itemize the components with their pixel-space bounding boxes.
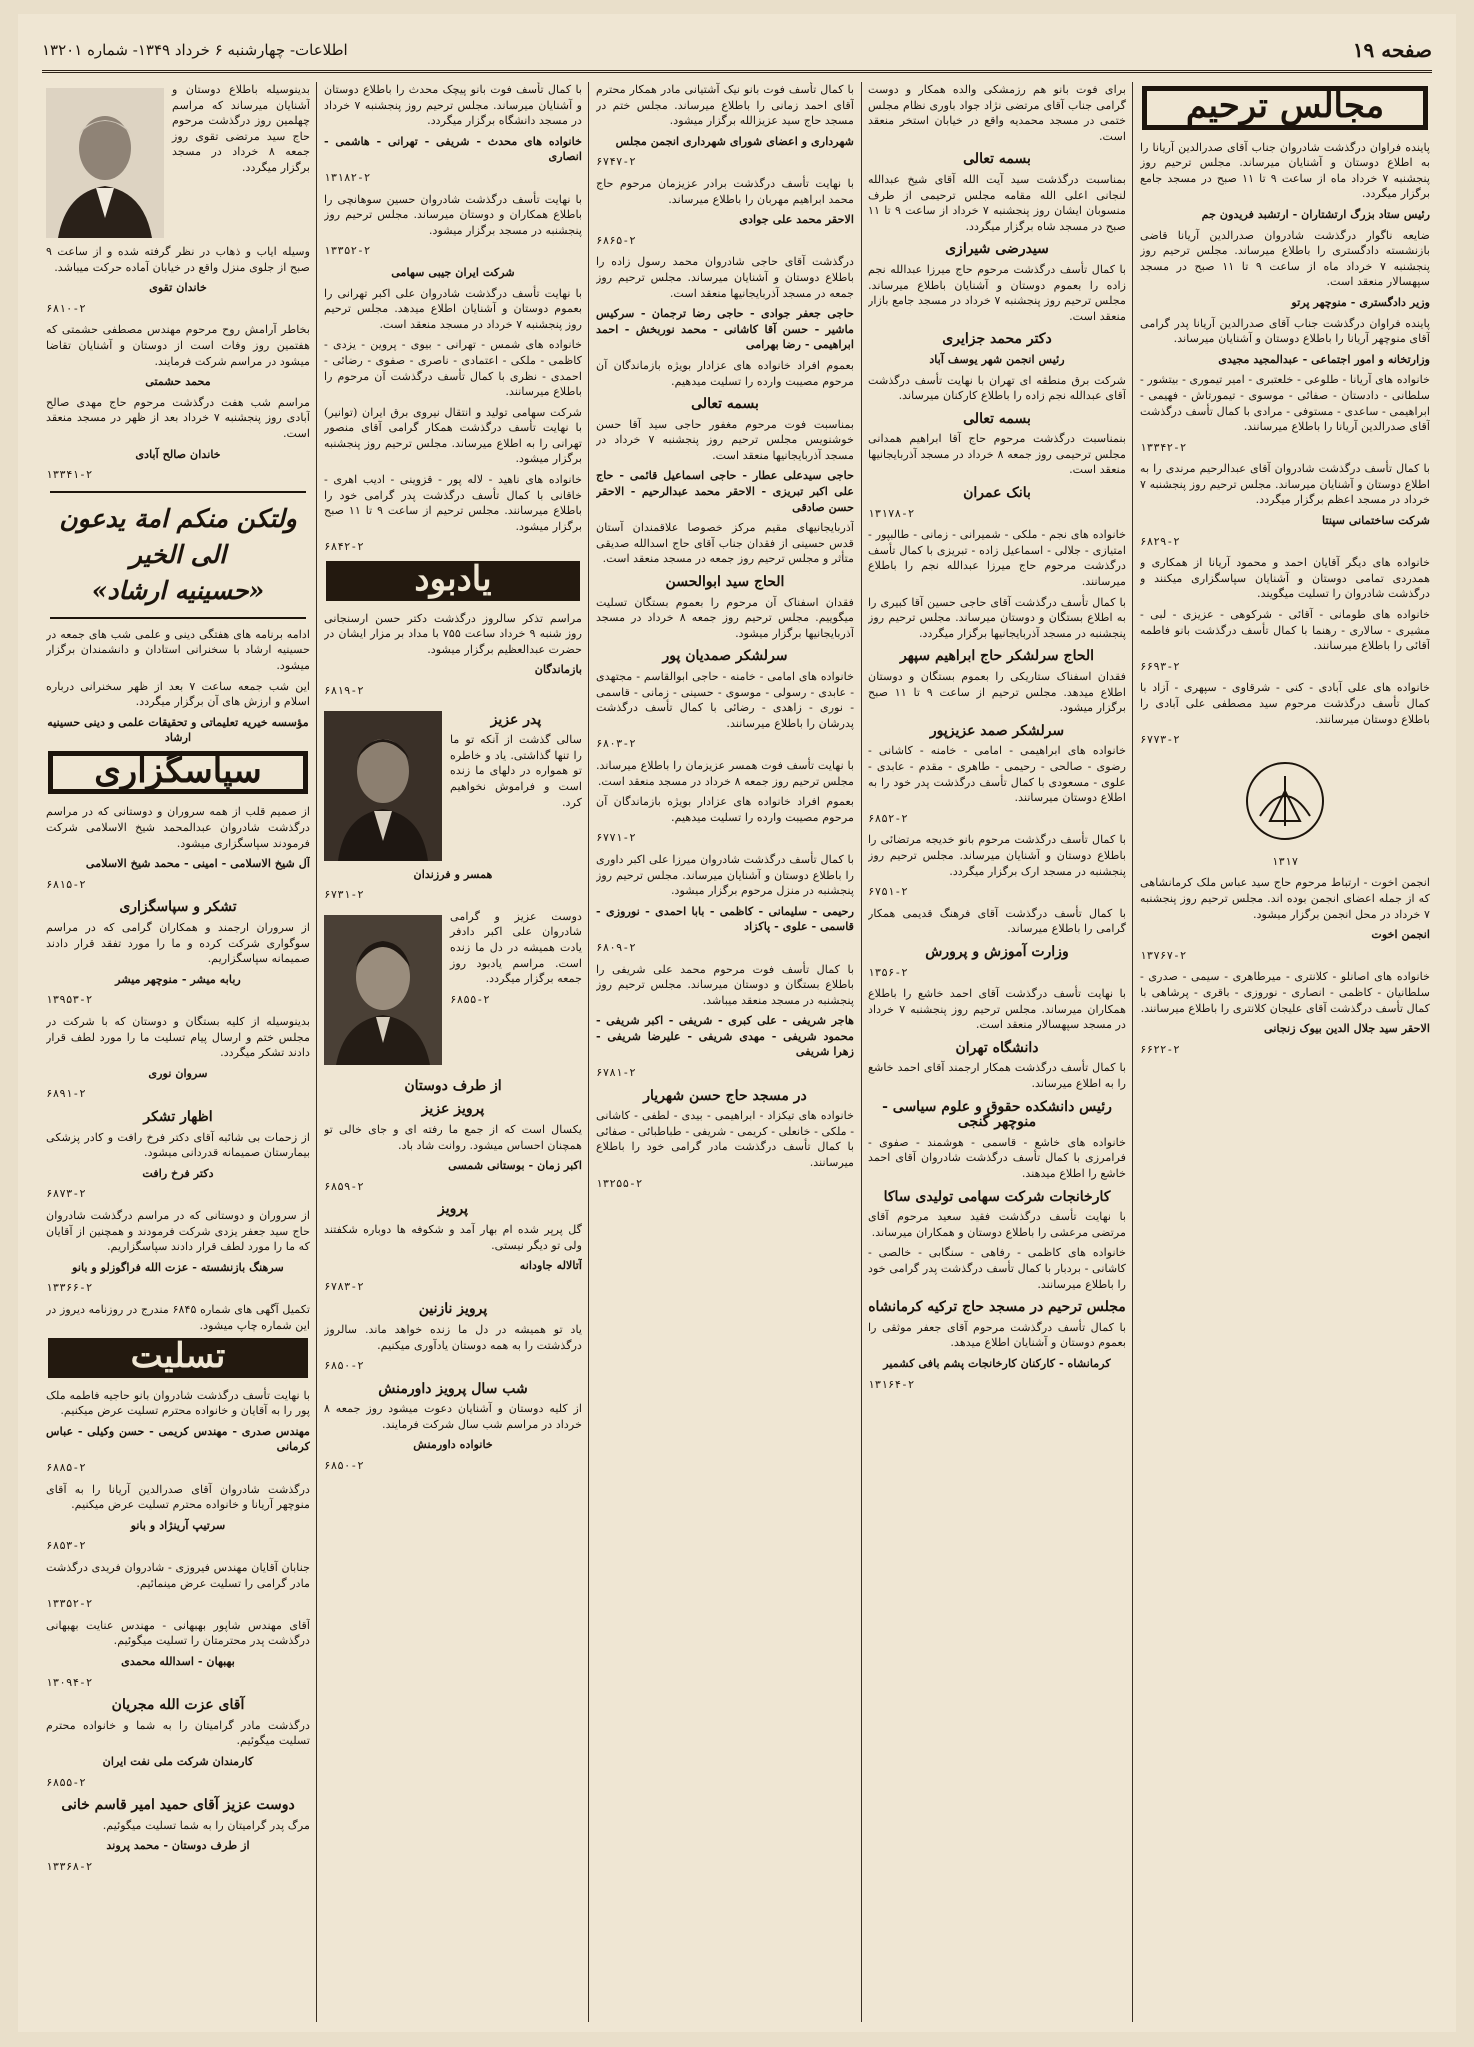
notice-text: درگذشت مادر گرامیتان را به شما و خانواده محترم تسلیت میگوئیم. [46,1718,310,1748]
notice-text: یاد تو همیشه در دل ما زنده خواهد ماند. سالروز درگذشتت را به همه دوستان یادآوری میکنیم. [324,1322,582,1352]
ad-code: ۱۳۱۸۲-۲ [324,170,371,184]
notice-text: با کمال تأسف درگذشت آقای حاجی حسین آقا کبیری را به اطلاع بستگان و دوستان میرساند. مجلس ترحیم روز پنجشنبه در مسجد آذربایجانیها برگزار میگردد. [868,595,1126,640]
notice-text: با کمال تأسف فوت مرحوم محمد علی شریفی را باطلاع بستگان و دوستان میرساند. مجلس ترحیم روز پنجشنبه در مسجد منعقد میباشد. [596,962,854,1007]
ad-code: ۱۳۱۷۸-۲ [868,506,915,520]
notice-signature: خاندان تقوی [149,280,207,295]
memorial-block-1 [324,705,582,867]
notice-text: حاجی سیدعلی عطار - حاجی اسماعیل قائمی - حاج علی اکبر تبریزی - الاحقر محمد عبدالرحیم - الاحقر حسن صادقی [596,468,854,514]
ad-code: ۶۸۵۹-۲ [324,1179,364,1193]
notice-text: تکمیل آگهی های شماره ۶۸۴۵ مندرج در روزنامه دیروز در این شماره چاپ میشود. [46,1302,310,1332]
notice-text: با کمال تأسف درگذشت مرحوم بانو خدیجه مرتضائی را باطلاع دوستان و آشنایان میرساند. مجلس ترحیم روز پنجشنبه در مسجد ارک برگزار میگردد. [868,833,1126,878]
notice-body [172,82,310,244]
notice-signature: آتالاله جاودانه [519,1258,582,1273]
notice-text: خانواده های علی آبادی - کنی - شرقاوی - سپهری - آزاد با کمال تأسف درگذشت مرحوم سید مصطفی علی آبادی را باطلاع دوستان میرسانند. [1140,681,1430,726]
ad-code: ۶۸۵۲-۲ [868,811,908,825]
notice-text: وسیله ایاب و ذهاب در نظر گرفته شده و از ساعت ۹ صبح از جلوی منزل واقع در خیابان آماده حرکت میباشد. [46,245,310,274]
notice-text: بدینوسیله باطلاع دوستان و آشنایان میرساند که مراسم چهلمین روز درگذشت مرحوم حاج سید مرتضی تقوی روز جمعه ۸ خرداد در مسجد برگزار میگردد. [172,83,310,174]
notice-text: جنابان آقایان مهندس فیروزی - شادروان فریدی درگذشت مادر گرامی را تسلیت عرض مینمائیم. [46,1561,310,1590]
ad-code: ۶۷۷۱-۲ [596,831,636,845]
notice-text: خانواده های دیگر آقایان احمد و محمود آریانا از همکاری و همدردی تمامی دوستان و آشنایان سپاسگزاری میکنند و درگذشت شادروان را تسلیت میگویند. [1140,556,1430,601]
notice-signature: مهندس صدری - مهندس کریمی - حسن وکیلی - عباس کرمانی [46,1423,310,1454]
ad-code: ۶۸۶۵-۲ [596,233,636,247]
portrait-icon [46,88,164,238]
notice-text: با کمال تأسف درگذشت مرحوم آقای جعفر موثقی را بعموم دوستان و آشنایان اطلاع میدهد. [868,1320,1126,1350]
notice-signature: شرکت ایران جیبی سهامی [391,264,515,279]
notice-text: با نهایت تأسف درگذشت آقای احمد خاشع را باطلاع همکاران میرساند. مجلس ترحیم روز پنجشنبه ۷ خرداد در مسجد سپهسالار منعقد است. [868,987,1126,1032]
notice-title: سرلشکر صمدیان پور [662,648,788,665]
notice-signature: بازماندگان [534,662,582,677]
column-3 [596,82,854,2022]
notice-title: الحاج سید ابوالحسن [665,574,785,591]
ad-code: ۶۸۵۵-۲ [450,992,490,1006]
notice-title: در مسجد حاج حسن شهریار [643,1087,807,1104]
ad-code: ۱۳۳۵۲-۲ [46,1597,93,1611]
notice-text: فقدان اسفناک ستاریکی را بعموم بستگان و دوستان اطلاع میدهد. مجلس ترحیم از ساعت ۹ تا ۱۱ صبح برگزار میشود. [868,670,1126,715]
notice-signature: از طرف دوستان - محمد پروند [106,1838,250,1853]
notice-text: سالی گذشت از آنکه تو ما را تنها گذاشتی. یاد و خاطره تو همواره در دلهای ما زنده است و فراموش نخواهیم کرد. [450,733,582,809]
notice-title: سرلشکر صمد عزیزپور [929,722,1065,739]
notice-text: بمناسبت فوت مرحوم مغفور حاجی سید آقا حسن خوشنویس مجلس ترحیم روز پنجشنبه ۷ خرداد در مسجد آذربایجانیها منعقد است. [596,417,854,462]
portrait-photo [324,711,442,861]
notice-text: این شب جمعه ساعت ۷ بعد از ظهر سخنرانی درباره اسلام و ارزش های آن برگزار میگردد. [46,679,310,709]
notice-text: درگذشت شادروان آقای صدرالدین آریانا را به آقای منوچهر آریانا و خانواده محترم تسلیت عرض میکنیم. [46,1482,310,1512]
notice-text: خانواده های اصانلو - کلانتری - میرطاهری - سیمی - صدری - سلطانیان - کاظمی - انصاری - نوروزی - باقری - پرشاهی با کمال تأسف درگذشت آقای علیجان کلانتری را باطلاع میرسانند. [1140,970,1430,1015]
emblem-date: ۱۳۱۷ [1271,854,1299,868]
ad-code: ۶۷۴۷-۲ [596,155,636,169]
notice-signature: سرهنگ بازنشسته - عزت الله فراگوزلو و بانو [72,1259,284,1274]
notice-signature: شهرداری و اعضای شورای شهرداری انجمن مجلس [615,133,854,148]
notice-text: بنمناسبت درگذشت مرحوم حاج آقا ابراهیم همدانی مجلس ترحیمی روز جمعه ۸ خرداد در مسجد آذربایجانیها منعقد است. [868,432,1126,477]
notice-text: با کمال تأسف فوت بانو نیک آشتیانی مادر همکار محترم آقای احمد زمانی را باطلاع میرساند. مجلس ختم در مسجد حاج سید عزیزالله برگزار میشود. [596,83,854,128]
ad-code: ۱۳۹۵۳-۲ [46,993,93,1007]
notice-text: خانواده های تیکزاد - ابراهیمی - بیدی - لطفی - کاشانی - ملکی - خانعلی - کریمی - شریفی - طباطبائی - صفائی با کمال تأسف درگذشت مادر گرامی خود را باطلاع میرسانند. [596,1109,854,1170]
ad-code: ۱۳۷۶۷-۲ [1140,948,1187,962]
notice-text: خانواده های طومانی - آقائی - شرکوهی - عزیزی - لبی - مشیری - سالاری - رهنما با کمال تأسف درگذشت بانو فاطمه آقائی را باطلاع میرسانند. [1140,608,1430,653]
notice-text: خانواده های ابراهیمی - امامی - خامنه - کاشانی - رضوی - صالحی - رحیمی - طاهری - مقدم - عابدی - علوی - مسعودی با کمال تأسف درگذشت پدر خود را به اطلاع دوستان میرسانند. [868,744,1126,805]
notice-text: با کمال تأسف درگذشت مرحوم حاج میرزا عبدالله نجم زاده را بعموم دوستان و آشنایان باطلاع میرساند. مجلس ترحیم روز پنجشنبه ۷ خرداد در مسجد جامع بازار منعقد است. [868,262,1126,323]
notice-text: با کمال تأسف درگذشت شادروان آقای عبدالرحیم مرندی را به اطلاع دوستان و آشنایان میرساند. مجلس ترحیم روز پنجشنبه ۷ خرداد در مسجد اعظم برگزار میگردد. [1140,462,1430,507]
notice-text: همسر و فرزندان [413,866,493,881]
notice-signature: سرتیپ آرینژاد و بانو [130,1517,226,1532]
notice-signature: کارمندان شرکت ملی نفت ایران [102,1753,254,1768]
notice-text: حاجی جعفر جوادی - حاجی رضا ترجمان - سرکیس ماشیر - حسن آقا کاشانی - محمد نوربخش - احمد ابراهیمی - رضا بهرامی [596,306,854,352]
notice-text: مرگ پدر گرامیتان را به شما تسلیت میگوئیم. [102,1818,310,1832]
column-rule [316,82,317,2022]
ad-code: ۶۶۹۳-۲ [1140,659,1180,673]
notice-text: درگذشت آقای حاجی شادروان محمد رسول زاده را باطلاع دوستان و آشنایان میرساند. مجلس ترحیم روز جمعه در مسجد آذربایجانیها منعقد است. [596,255,854,300]
notice-signature: الاحقر سید جلال الدین بیوک زنجانی [1264,1021,1430,1036]
notice-text: ادامه برنامه های هفتگی دینی و علمی شب های جمعه در حسینیه ارشاد با سخنرانی استادان و دانشمندان برگزار میشود. [46,627,310,672]
notice-title: سیدرضی شیرازی [945,241,1049,258]
ad-code: ۶۸۹۱-۲ [46,1087,86,1101]
notice-text: از سروران ارجمند و همکاران گرامی که در مراسم سوگواری شرکت کرده و ما را مورد تفقد قرار دادند صمیمانه سپاسگزاریم. [46,921,310,966]
notice-text: خانواده های ناهید - لاله پور - قزوینی - ادیب اهری - خاقانی با کمال تأسف درگذشت پدر گرامی خود را باطلاع میرسانند. مجلس ترحیم از ساعت ۹ تا ۱۱ صبح برگزار میشود. [324,473,582,533]
notice-signature: ربابه میشر - منوچهر میشر [115,971,241,986]
ad-code: ۶۷۵۱-۲ [868,885,908,899]
notice-title: بسمه تعالی [963,151,1031,168]
ad-code: ۱۳۳۶۶-۲ [46,1281,93,1295]
notice-signature: شرکت ساختمانی سپنتا [1322,513,1430,528]
ad-code: ۶۷۳۱-۲ [324,888,364,902]
column-1 [1140,82,1430,2022]
notice-text: خانواده های شمس - تهرانی - بیوی - پروین - یزدی - کاظمی - ملکی - اعتمادی - ناصری - صفوی - رضائی - احمدی - نظری با کمال تأسف درگذشت آن مرحوم را باطلاع میرسانند. [324,338,582,399]
notice-text: پاینده فراوان درگذشت جناب آقای صدرالدین آریانا پدر گرامی آقای منوچهر آریانا را باطلاع دوستان و آشنایان میرساند. [1140,316,1430,346]
notice-signature: رئیس انجمن شهر یوسف آباد [929,351,1065,366]
notice-text: بعموم افراد خانواده های عزادار بویژه بازماندگان آن مرحوم مصیبت وارده را تسلیت میدهیم. [596,795,854,824]
notice-signature: رئیس ستاد بزرگ ارتشتاران - ارتشبد فریدون جم [1201,206,1430,221]
ad-code: ۶۸۰۳-۲ [596,737,636,751]
ad-code: ۶۸۸۵-۲ [46,1461,86,1475]
portrait-icon [324,915,442,1065]
portrait-photo [46,88,164,238]
notice-text: خانواده های امامی - خامنه - حاجی ابوالقاسم - مجتهدی - عابدی - رسولی - موسوی - حسینی - زمانی - قاسمی - نوری - زاهدی - رضائی با کمال تأسف درگذشت پدرشان را باطلاع میرسانند. [596,670,854,730]
notice-text: هاجر شریفی - علی کبری - شریفی - اکبر شریفی - محمود شریفی - مهدی شریفی - علیرضا شریفی - زهرا شریفی [596,1013,854,1059]
notice-text: خانواده های آریانا - طلوعی - خلعتبری - امیر تیموری - بیتشور - سلطانی - دادستان - صفائی - موسوی - تیمورتاش - فهیمی - ابراهیمی - ساعدی - مستوفی - مرادی با کمال تأسف درگذشت آقای صدرالدین آریانا را باطلاع میرسانند. [1140,373,1430,434]
memorial-text [450,705,582,867]
notice-text: خانواده های نجم - ملکی - شمیرانی - زمانی - طالبپور - امتیازی - جلالی - اسماعیل زاده - تبریزی با کمال تأسف درگذشت مرحوم حاج میرزا عبدالله نجم را باطلاع میرسانند. [868,528,1126,589]
notice-text: یکسال است که از جمع ما رفته ای و جای خالی تو همچنان احساس میشود. روانت شاد باد. [324,1122,582,1152]
ad-code: ۶۸۲۹-۲ [1140,534,1180,548]
notice-text: بعموم افراد خانواده های عزادار بویژه بازماندگان آن مرحوم مصیبت وارده را تسلیت میدهیم. [596,358,854,388]
ad-code: ۶۸۷۳-۲ [46,1187,86,1201]
notice-title: پرویز عزیز [421,1101,485,1118]
memorial-banner: یادبود [326,561,580,601]
notice-text: با کمال تأسف درگذشت آقای فرهنگ قدیمی همکار گرامی را باطلاع میرساند. [868,906,1126,936]
notice-text: از صمیم قلب از همه سروران و دوستانی که در مراسم درگذشت شادروان عبدالمحمد شیخ الاسلامی شرکت فرمودند سپاسگزاری میشود. [46,805,310,850]
memorial-block-2 [324,909,582,1071]
notice-text: با نهایت تأسف درگذشت شادروان علی اکبر تهرانی را بعموم دوستان و آشنایان اطلاع میدهد. مجلس ترحیم روز پنجشنبه ۷ خرداد در مسجد منعقد است. [324,286,582,331]
notice-text: بخاطر آرامش روح مرحوم مهندس مصطفی حشمتی که هفتمین روز وفات است از دوستان و آشنایان تقاضا میشود در مراسم شرکت فرمایند. [46,323,310,368]
notice-text: با نهایت تأسف درگذشت فقید سعید مرحوم آقای مرتضی مرعشی را باطلاع دوستان و همکاران میرساند. [868,1210,1126,1239]
memorial-text [450,909,582,1071]
ad-code: ۱۳۱۶۴-۲ [868,1377,915,1391]
notice-text: آقای مهندس شاپور بهبهانی - مهندس عنایت بهبهانی درگذشت پدر محترمتان را تسلیت میگوئیم. [46,1618,310,1648]
obituary-banner: مجالس ترحیم [1142,86,1428,130]
column-2 [868,82,1126,2022]
ad-code: ۱۳۰۹۴-۲ [46,1675,93,1689]
ad-code: ۱۳۳۶۸-۲ [46,1859,93,1873]
notice-signature: وزیر دادگستری - منوچهر پرتو [1291,294,1430,309]
notice-title: آقای عزت الله مجریان [111,1697,245,1714]
notice-text: با کمال تأسف درگذشت همکار ارجمند آقای احمد خاشع را به اطلاع میرساند. [868,1061,1126,1091]
notice-signature: سروان نوری [148,1065,208,1080]
ad-code: ۱۳۵۶-۲ [868,965,908,979]
notice-text: مراسم تذکر سالروز درگذشت دکتر حسن ارسنجانی روز شنبه ۹ خرداد ساعت ۷۵۵ با مداد بر مزار ایشان در حضرت عبدالعظیم برگزار میشود. [324,611,582,656]
notice-title: کارخانجات شرکت سهامی تولیدی ساکا [883,1188,1111,1205]
notice-text: با نهایت تأسف درگذشت برادر عزیزمان مرحوم حاج محمد ابراهیم مهربان را باطلاع میرساند. [596,176,854,206]
notice-text: مراسم شب هفت درگذشت مرحوم حاج مهدی صالح آبادی روز پنجشنبه ۷ خرداد بعد از ظهر در مسجد منعقد است. [46,395,310,440]
notice-title: شب سال پرویز داورمنش [378,1380,528,1397]
notice-title: پرویز [437,1201,468,1218]
notice-text: بدینوسیله از کلیه بستگان و دوستان که با شرکت در مجلس ختم و ارسال پیام تسلیت ما را مورد لطف قرار دادند تشکر میگردد. [46,1015,310,1060]
notice-title: دوست عزیز آقای حمید امیر قاسم خانی [61,1797,295,1814]
ad-code: ۶۸۵۵-۲ [46,1775,86,1789]
notice-text: بمناسبت درگذشت سید آیت الله آقای شیخ عبدالله لنجانی اعلی الله مقامه مجلس ترحیمی از طرف منسوبان ایشان روز پنجشنبه ۷ خرداد از ساعت ۹ تا ۱۱ صبح در مسجد شاه برگزار میگردد. [868,172,1126,233]
ad-code: ۶۸۱۰-۲ [46,301,86,315]
notice-text: آذربایجانیهای مقیم مرکز خصوصا علاقمندان آستان قدس حسینی از فقدان جناب آقای حاج اسدالله صدیقی متأثر و مجلس ترحیم روز جمعه در مسجد منعقد است. [596,521,854,566]
ad-code: ۱۳۲۵۵-۲ [596,1176,643,1190]
notice-title: دانشگاه تهران [955,1039,1039,1056]
notice-title: الحاج سرلشکر حاج ابراهیم سپهر [899,648,1095,665]
notice-title: مجلس ترحیم در مسجد حاج ترکیه کرمانشاه [868,1299,1126,1316]
gratitude-banner: سپاسگزاری [48,751,308,795]
notice-text: شرکت سهامی تولید و انتقال نیروی برق ایران (توانیر) با نهایت تأسف درگذشت همکار گرامی آقای منصور تهرانی را به اطلاع میرساند. مجلس ترحیم روز پنجشنبه برگزار میشود. [324,405,582,466]
newspaper-page [18,14,1456,2032]
notice-text: با نهایت تأسف درگذشت شادروان حسین سوهانچی را باطلاع همکاران و دوستان میرساند. مجلس ترحیم روز پنجشنبه در مسجد برگزار میشود. [324,192,582,237]
notice-title: از طرف دوستان [404,1077,502,1094]
ad-code: ۱۳۳۵۲-۲ [324,244,371,258]
notice-text: دوست عزیز و گرامی شادروان علی اکبر دادفر یادت همیشه در دل ما زنده است. مراسم یادبود روز جمعه برگزار میگردد. [450,909,582,986]
notice-signature: وزارتخانه و امور اجتماعی - عبدالمجید مجیدی [1218,351,1430,366]
notice-text: پاینده فراوان درگذشت شادروان جناب آقای صدرالدین آریانا را به اطلاع دوستان و آشنایان میرساند. مجلس ترحیم روز پنجشنبه ۷ خرداد ماه از ساعت ۹ تا ۱۱ صبح در مسجد جامع برگزار میگردد. [1140,140,1430,201]
notice-text: فقدان اسفناک آن مرحوم را بعموم بستگان تسلیت میگوییم. مجلس ترحیم روز جمعه ۸ خرداد در مسجد آذربایجانیها برگزار میشود. [596,595,854,640]
notice-title: بانک عمران [963,485,1031,502]
notice-signature: خانواده داورمنش [413,1437,493,1452]
notice-text: با نهایت تأسف درگذشت شادروان بانو حاجیه فاطمه ملک پور را به آقایان و خانواده محترم تسلیت عرض میکنیم. [46,1388,310,1418]
page-header [42,30,1432,73]
notice-text: با نهایت تأسف فوت همسر عزیزمان را باطلاع میرساند. مجلس ترحیم روز جمعه ۸ خرداد در مسجد منعقد است. [596,758,854,788]
notice-text: خانواده های خاشع - قاسمی - هوشمند - صفوی - فرامرزی با کمال تأسف درگذشت شادروان آقای احمد خاشع را اطلاع میدهند. [868,1135,1126,1181]
notice-signature: کرمانشاه - کارکنان کارخانجات پشم بافی کشمیر [883,1355,1111,1370]
notice-text: ضایعه ناگوار درگذشت شادروان صدرالدین آریانا قاضی بازنشسته دادگستری را باطلاع میرساند. مجلس ترحیم روز پنجشنبه ۷ خرداد ماه از ساعت ۹ تا ۱۱ صبح در مسجد سپهسالار منعقد است. [1140,228,1430,289]
ad-code: ۶۶۲۲-۲ [1140,1042,1180,1056]
notice-signature: مؤسسه خیریه تعلیماتی و تحقیقات علمی و دینی حسینیه ارشاد [47,714,309,745]
notice-signature: بهبهان - اسدالله محمدی [121,1654,235,1668]
ad-code: ۶۸۱۵-۲ [46,877,86,891]
column-4 [324,82,582,2022]
notice-text: برای فوت بانو هم رزمشکی والده همکار و دوست گرامی جناب آقای مرتضی نژاد جواد باوری نظام مجلس ختمی در مسجد محمدیه واقع در خیابان استخر منعقد است. [868,83,1126,143]
notice-text: رحیمی - سلیمانی - کاظمی - بابا احمدی - نوروزی - قاسمی - علوی - پاکزاد [596,903,854,934]
notice-signature: خاندان صالح آبادی [135,446,221,461]
notice-title: دکتر محمد جزایری [942,331,1052,348]
notice-title: رئیس دانشکده حقوق و علوم سیاسی - منوچهر گنجی [882,1098,1112,1131]
issue-info: اطلاعات- چهارشنبه ۶ خرداد ۱۳۴۹- شماره ۱۳۲۰۱ [42,41,348,59]
ad-code: ۶۸۵۰-۲ [324,1459,364,1473]
column-rule [1132,82,1133,2022]
notice-signature: انجمن اخوت [1371,927,1430,942]
ad-code: ۶۷۷۳-۲ [1140,733,1180,747]
calligraphy-line: «حسینیه ارشاد» [91,575,265,605]
page-number: صفحه ۱۹ [1352,38,1432,62]
notice-text: گل پرپر شده ام بهار آمد و شکوفه ها دوباره شکفتند ولی تو دیگر نیستی. [324,1222,582,1252]
ad-code: ۱۳۳۴۲-۲ [1140,440,1187,454]
notice-text: از کلیه دوستان و آشنایان دعوت میشود روز جمعه ۸ خرداد در مراسم شب سال شرکت فرمایند. [324,1402,582,1431]
ad-code: ۶۸۰۹-۲ [596,940,636,954]
notice-text: از سروران و دوستانی که در مراسم درگذشت شادروان حاج سید جعفر یزدی شرکت فرمودند و همچنین از آقایان که ما را مورد لطف قرار دادند سپاسگزاریم. [46,1208,310,1254]
ad-code: ۱۳۳۴۱-۲ [46,468,93,482]
notice-signature: دکتر فرخ رافت [142,1165,214,1180]
notice-text: با کمال تأسف درگذشت شادروان میرزا علی اکبر داوری را باطلاع دوستان و آشنایان میرساند. مجلس ترحیم روز پنجشنبه در منزل مرحوم برگزار میشود. [596,852,854,898]
notice-signature: الاحقر محمد علی جوادی [739,212,854,227]
notice-title: بسمه تعالی [691,396,759,413]
notice-text: از زحمات بی شائبه آقای دکتر فرخ رافت و کادر پزشکی بیمارستان صمیمانه قدردانی میشود. [46,1130,310,1160]
notice-text: شرکت برق منطقه ای تهران با نهایت تأسف درگذشت آقای عبدالله نجم زاده را باطلاع کارکنان میرساند. [868,373,1126,403]
notice-title: پدر عزیز [490,711,542,728]
notice-title: اظهار تشکر [143,1108,213,1125]
column-rule [588,82,589,2022]
notice-text: با کمال تأسف فوت بانو پیچک محدث را باطلاع دوستان و آشنایان میرساند. مجلس ترحیم روز پنجشنبه ۷ خرداد در مسجد دانشگاه برگزار میگردد. [324,83,582,128]
calligraphy-verse [50,491,306,619]
ad-code: ۶۸۴۲-۲ [324,540,364,554]
notice-signature: خانواده های محدث - شریفی - تهرانی - هاشمی - انصاری [324,133,582,164]
calligraphy-line: ولتکن منکم امة یدعون الی الخیر [59,503,297,569]
ad-code: ۶۷۸۱-۲ [596,1066,636,1080]
notice-signature: محمد حشمتی [145,374,211,389]
notice-signature: آل شیخ الاسلامی - امینی - محمد شیخ الاسلامی [85,856,310,871]
notice-title: پرویز نازنین [418,1301,488,1318]
ad-code: ۶۸۵۳-۲ [46,1539,86,1553]
emblem-icon [1240,756,1330,846]
notice-text: انجمن اخوت - ارتباط مرحوم حاج سید عباس ملک کرمانشاهی که از جمله اعضای انجمن بوده اند. مجلس ترحیم روز پنجشنبه ۷ خرداد در محل انجمن برگزار میشود. [1140,876,1430,921]
portrait-icon [324,711,442,861]
ad-code: ۶۷۸۳-۲ [324,1279,364,1293]
ad-code: ۶۸۵۰-۲ [324,1359,364,1373]
notice-text: خانواده های کاظمی - رفاهی - سنگابی - خالصی - کاشانی - بردبار با کمال تأسف درگذشت پدر گرامی خود را باطلاع میرسانند. [868,1246,1126,1291]
condolence-banner: تسلیت [48,1338,308,1378]
notice-title: تشکر و سپاسگزاری [119,899,237,916]
column-5 [46,82,310,2022]
ad-code: ۶۸۱۹-۲ [324,684,364,697]
memorial-notice-with-photo [46,82,310,244]
portrait-photo [324,915,442,1065]
column-rule [861,82,862,2022]
notice-title: وزارت آموزش و پرورش [925,943,1069,960]
notice-signature: اکبر زمان - بوستانی شمسی [448,1158,582,1173]
notice-title: بسمه تعالی [963,410,1031,427]
